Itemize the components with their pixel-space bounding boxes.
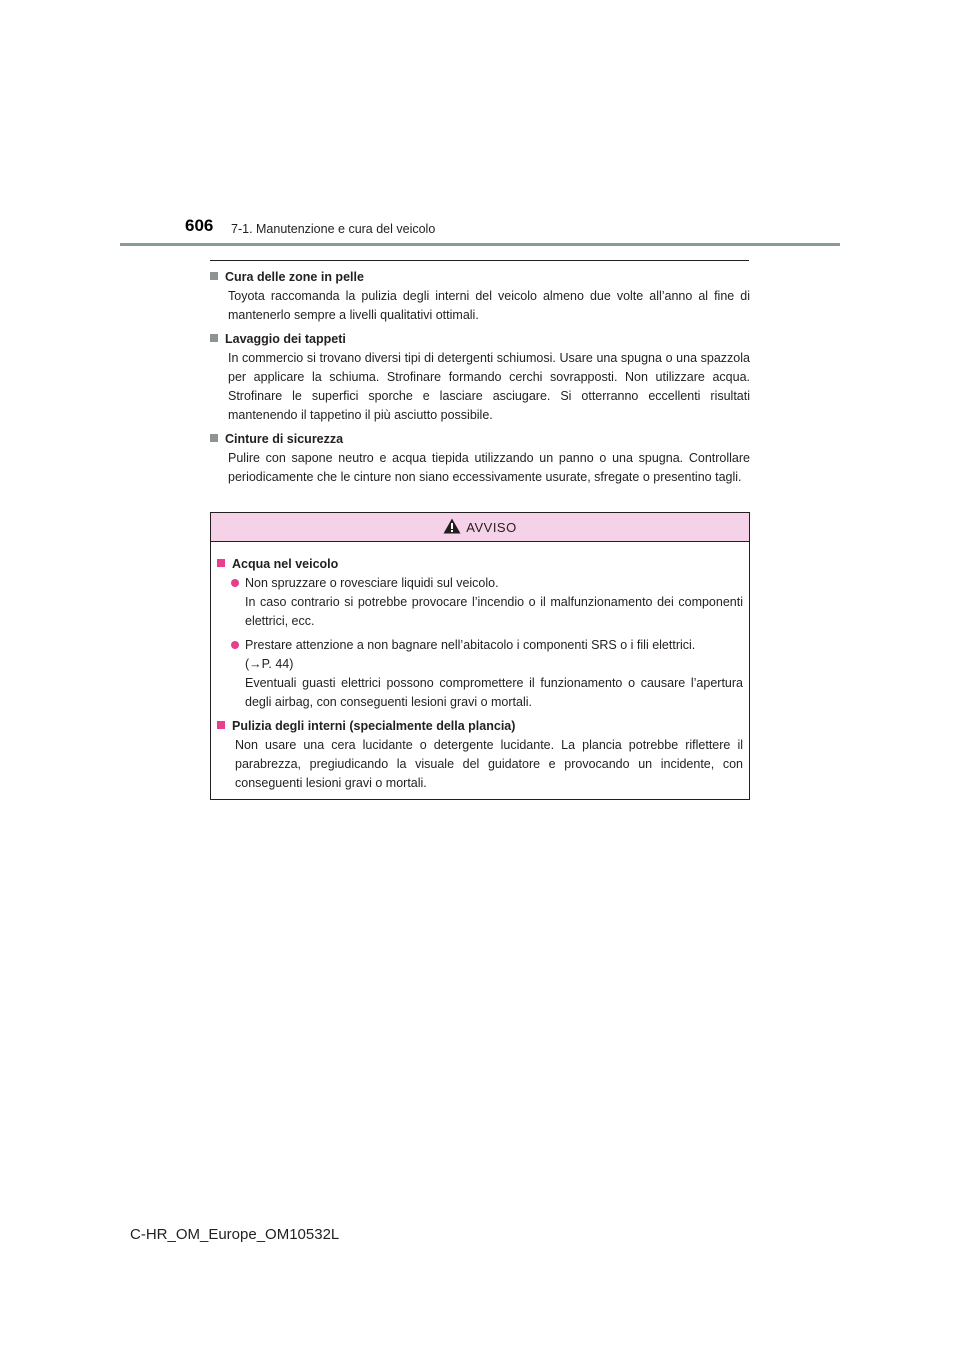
document-code: C-HR_OM_Europe_OM10532L bbox=[130, 1226, 340, 1243]
page-reference: (→P. 44) bbox=[245, 657, 294, 671]
section-heading-text: Cura delle zone in pelle bbox=[225, 270, 364, 284]
section-heading bbox=[210, 330, 750, 349]
section-heading-text: Lavaggio dei tappeti bbox=[225, 332, 346, 346]
warning-box bbox=[210, 512, 750, 800]
bullet-line: Eventuali guasti elettrici possono compromettere il funzionamento o causare l’apertura degli airbag, con conseguenti lesioni gravi o mortali. bbox=[245, 676, 743, 709]
page-number: 606 bbox=[185, 216, 214, 235]
warning-body bbox=[211, 542, 749, 793]
section-seatbelts bbox=[210, 430, 750, 487]
warning-bullet-text bbox=[245, 574, 743, 631]
bullet-line: Prestare attenzione a non bagnare nell’abitacolo i componenti SRS o i fili elettrici. bbox=[245, 638, 696, 652]
section-carpets bbox=[210, 330, 750, 425]
section-text: In commercio si trovano diversi tipi di detergenti schiumosi. Usare una spugna o una spazzola per applicare la schiuma. Strofinare formando cerchi sovrapposti. Non utilizzare acqua. Strofinare le superfici sporche e lasciare asciugare. Si otterranno eccellenti risultati mantenendo il tappetino il più asciutto possibile. bbox=[228, 351, 750, 422]
warning-heading bbox=[217, 717, 743, 736]
header-rule bbox=[120, 243, 840, 246]
square-bullet-icon bbox=[210, 272, 218, 280]
square-bullet-icon bbox=[217, 721, 225, 729]
warning-bullet-text bbox=[245, 636, 743, 712]
warning-label: AVVISO bbox=[466, 519, 517, 535]
bullet-line: In caso contrario si potrebbe provocare l’incendio o il malfunzionamento dei componenti elettrici, ecc. bbox=[245, 595, 743, 628]
section-leather bbox=[210, 268, 750, 325]
chapter-title: 7-1. Manutenzione e cura del veicolo bbox=[231, 222, 436, 236]
warning-heading bbox=[217, 555, 743, 574]
section-heading-text: Cinture di sicurezza bbox=[225, 432, 344, 446]
square-bullet-icon bbox=[210, 334, 218, 342]
square-bullet-icon bbox=[217, 559, 225, 567]
warning-bullet bbox=[231, 574, 743, 631]
warning-text: Non usare una cera lucidante o detergente lucidante. La plancia potrebbe riflettere il parabrezza, pregiudicando la visuale del guidatore e provocando un incidente, con conseguenti lesioni gravi o mortali. bbox=[235, 738, 743, 790]
square-bullet-icon bbox=[210, 434, 218, 442]
dot-bullet-icon bbox=[231, 641, 239, 649]
section-text: Pulire con sapone neutro e acqua tiepida utilizzando un panno o una spugna. Controllare periodicamente che le cinture non siano eccessivamente usurate, sfregate o presentino tagli. bbox=[228, 451, 750, 484]
content-rule bbox=[210, 260, 749, 261]
warning-triangle-icon bbox=[443, 518, 461, 534]
warning-heading-text: Acqua nel veicolo bbox=[232, 557, 339, 571]
section-text: Toyota raccomanda la pulizia degli interni del veicolo almeno due volte all’anno al fine di mantenerlo sempre a livelli qualitativi ottimali. bbox=[228, 289, 750, 322]
section-heading bbox=[210, 268, 750, 287]
main-content bbox=[210, 268, 750, 492]
warning-heading-text: Pulizia degli interni (specialmente della plancia) bbox=[232, 719, 516, 733]
bullet-line: Non spruzzare o rovesciare liquidi sul veicolo. bbox=[245, 576, 499, 590]
warning-header bbox=[211, 513, 749, 542]
warning-bullet bbox=[231, 636, 743, 712]
section-heading bbox=[210, 430, 750, 449]
dot-bullet-icon bbox=[231, 579, 239, 587]
